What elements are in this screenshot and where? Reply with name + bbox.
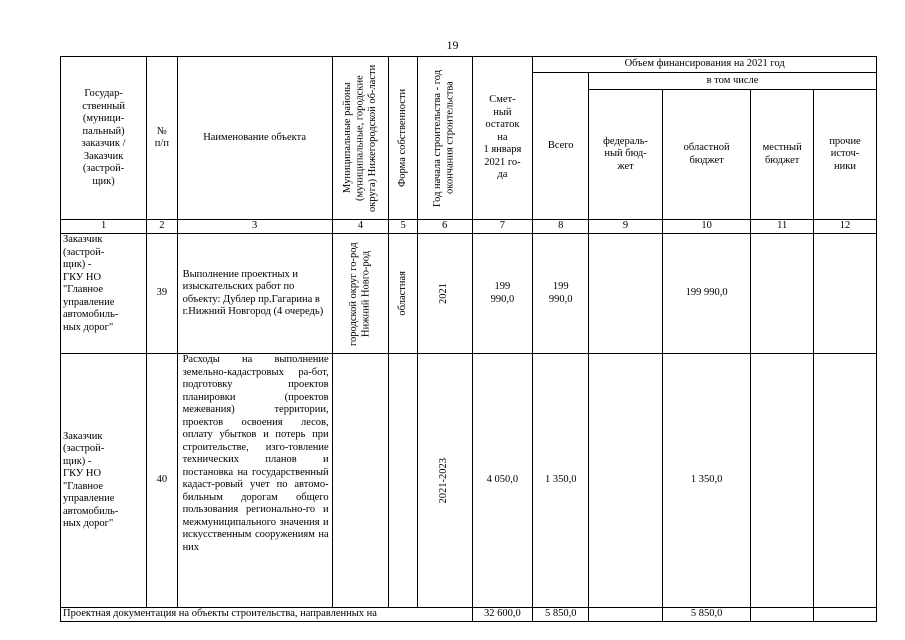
col-number: 4	[332, 220, 389, 234]
header-financing-title: Объем финансирования на 2021 год	[533, 57, 877, 73]
col-number: 2	[147, 220, 177, 234]
summary-label: Проектная документация на объекты строительства, направленных на	[61, 608, 473, 622]
cell-federal	[589, 234, 663, 354]
cell-customer: Заказчик (застрой- щик) - ГКУ НО "Главное управление автомобиль- ных дорог"	[61, 354, 147, 608]
header-other: прочие источ- ники	[814, 90, 877, 220]
summary-total: 5 850,0	[533, 608, 589, 622]
header-ownership: Форма собственности	[389, 57, 417, 220]
header-local: местный бюджет	[751, 90, 814, 220]
cell-total: 199 990,0	[533, 234, 589, 354]
cell-district	[332, 354, 389, 608]
col-number: 3	[177, 220, 332, 234]
col-number: 6	[417, 220, 472, 234]
cell-regional: 1 350,0	[663, 354, 751, 608]
table-row	[61, 234, 877, 354]
header-regional: областной бюджет	[663, 90, 751, 220]
cell-local	[751, 354, 814, 608]
cell-local	[751, 234, 814, 354]
summary-regional: 5 850,0	[663, 608, 751, 622]
col-number: 5	[389, 220, 417, 234]
cell-estimate-balance: 199 990,0	[472, 234, 533, 354]
cell-years: 2021	[417, 234, 472, 354]
cell-federal	[589, 354, 663, 608]
header-object-name: Наименование объекта	[177, 57, 332, 220]
header-customer: Государ- ственный (муници- пальный) заказчик / Заказчик (застрой- щик)	[61, 57, 147, 220]
col-number: 12	[814, 220, 877, 234]
financing-table	[60, 56, 877, 622]
cell-total: 1 350,0	[533, 354, 589, 608]
header-num: № п/п	[147, 57, 177, 220]
column-numbers-row	[61, 220, 877, 234]
cell-estimate-balance: 4 050,0	[472, 354, 533, 608]
cell-object-name: Расходы на выполнение земельно-кадастровых ра-бот, подготовку проектов планировки (проектов межевания) территории, проектов освоения лесов, оплату убытков и потерь при строительстве, изго-товление технических планов и постановка на государственный кадаст-ровый учет по автомо-бильным дорогам общего пользования регионально-го и межмуниципального значения и искусственным сооружениям на них	[177, 354, 332, 608]
cell-object-name: Выполнение проектных и изыскательских работ по объекту: Дублер пр.Гагарина в г.Нижний Новгород (4 очередь)	[177, 234, 332, 354]
summary-row	[61, 608, 877, 622]
col-number: 9	[589, 220, 663, 234]
cell-regional: 199 990,0	[663, 234, 751, 354]
summary-estimate-balance: 32 600,0	[472, 608, 533, 622]
table-row	[61, 354, 877, 608]
summary-federal	[589, 608, 663, 622]
header-total: Всего	[533, 73, 589, 220]
header-including: в том числе	[589, 73, 877, 90]
cell-customer: Заказчик (застрой- щик) - ГКУ НО "Главное управление автомобиль- ных дорог"	[61, 234, 147, 354]
header-years: Год начала строительства - год окончания строительства	[417, 57, 472, 220]
cell-district: городской округ го-род Нижний Новго-род	[332, 234, 389, 354]
cell-ownership: областная	[389, 234, 417, 354]
header-federal: федераль- ный бюд- жет	[589, 90, 663, 220]
cell-num: 39	[147, 234, 177, 354]
col-number: 7	[472, 220, 533, 234]
col-number: 10	[663, 220, 751, 234]
page-number: 19	[446, 38, 459, 52]
header-estimate-balance: Смет- ный остаток на 1 января 2021 го- да	[472, 57, 533, 220]
cell-num: 40	[147, 354, 177, 608]
cell-years: 2021-2023	[417, 354, 472, 608]
col-number: 1	[61, 220, 147, 234]
cell-ownership	[389, 354, 417, 608]
cell-other	[814, 354, 877, 608]
cell-other	[814, 234, 877, 354]
col-number: 8	[533, 220, 589, 234]
summary-other	[814, 608, 877, 622]
col-number: 11	[751, 220, 814, 234]
summary-local	[751, 608, 814, 622]
header-districts: Муниципальные районы (муниципальные, городские округа) Нижегородской об-ласти	[332, 57, 389, 220]
